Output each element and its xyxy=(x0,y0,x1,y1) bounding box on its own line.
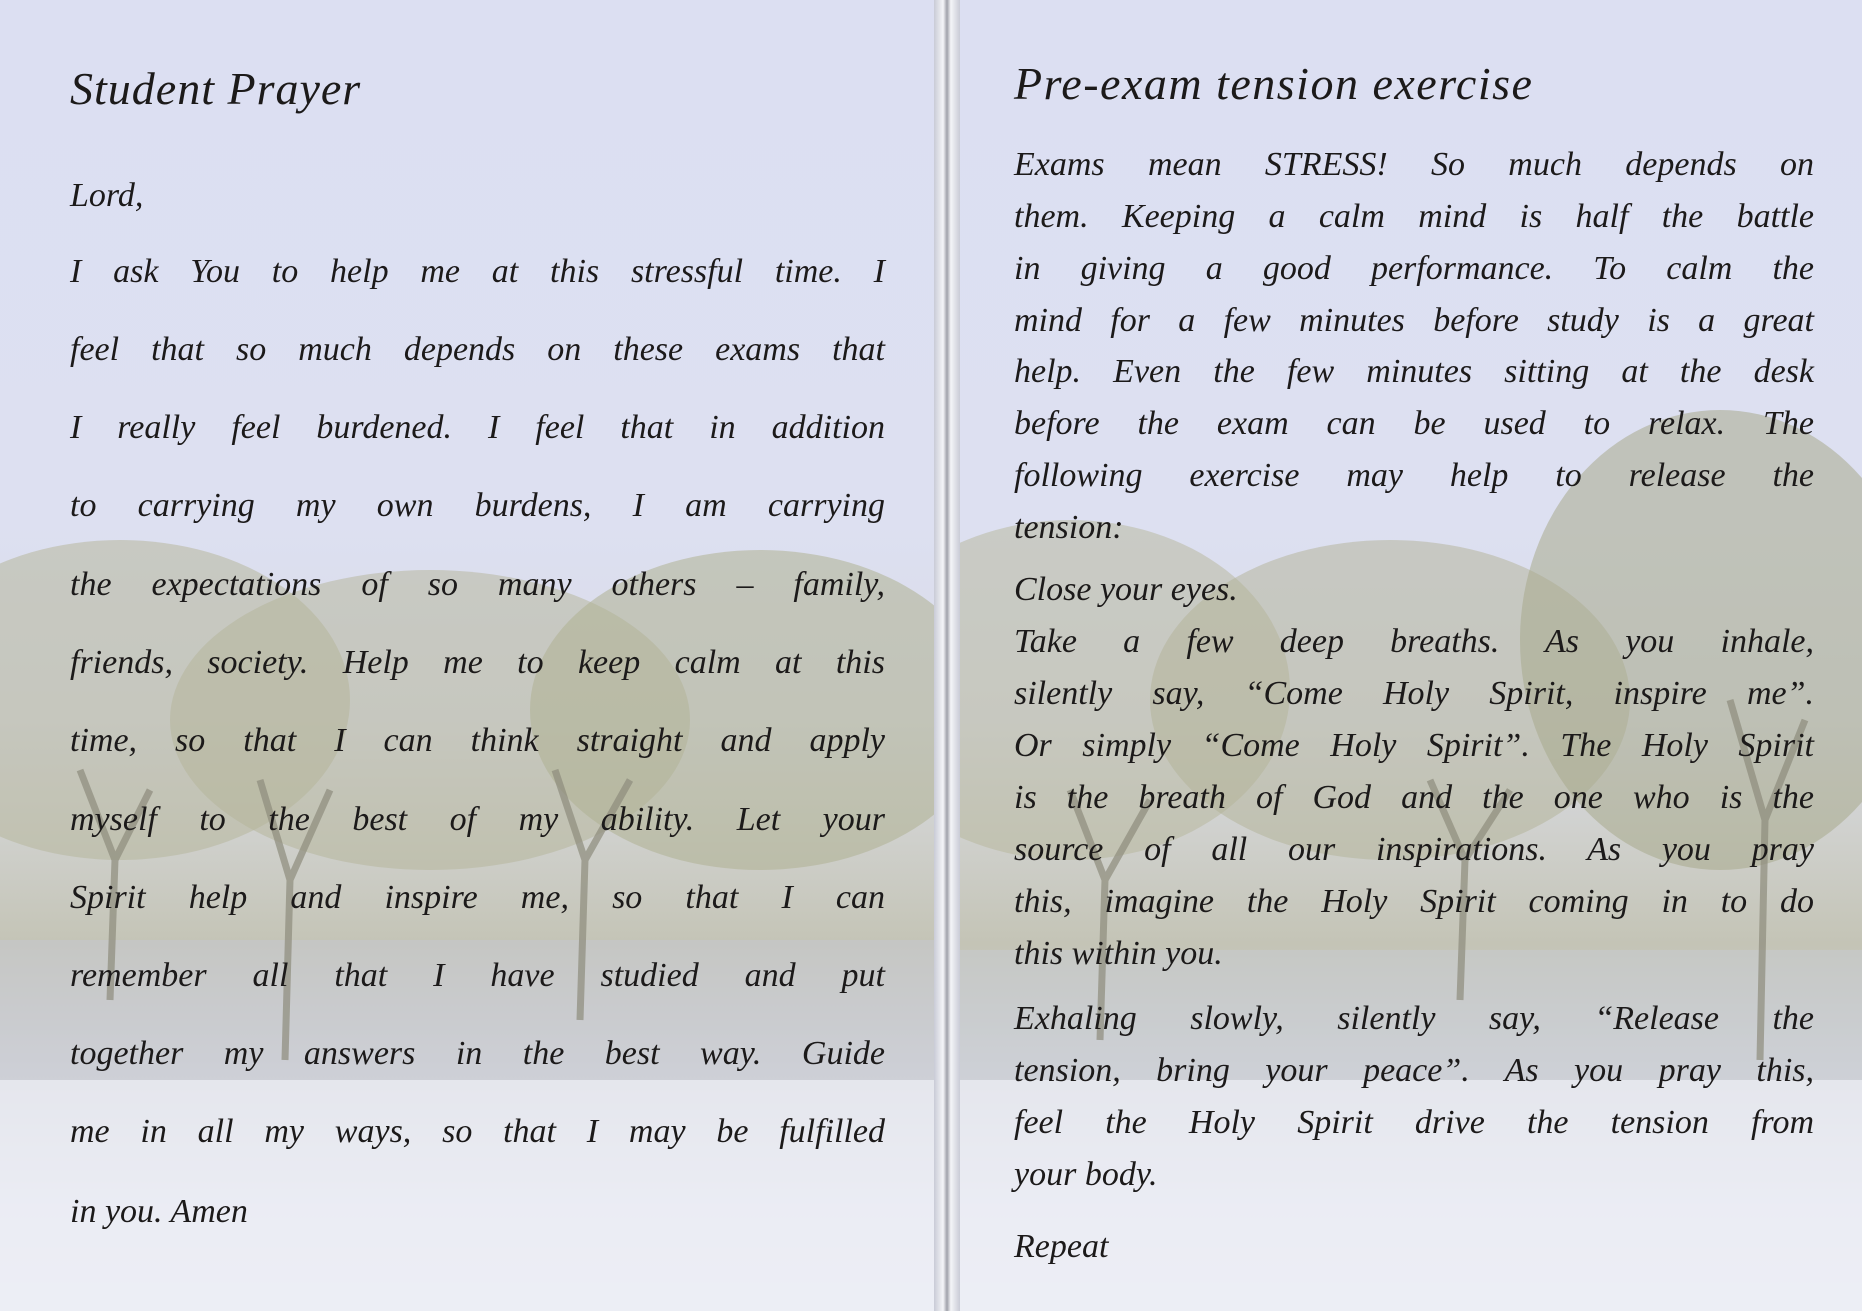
prayer-line: I ask You to help me at this stressful time. I xyxy=(70,253,885,290)
prayer-line: me in all my ways, so that I may be fulfilled xyxy=(70,1113,885,1150)
step-line: Or simply “Come Holy Spirit”. The Holy Spirit xyxy=(1014,727,1814,764)
prayer-line: feel that so much depends on these exams that xyxy=(70,331,885,368)
intro-line: mind for a few minutes before study is a great xyxy=(1014,302,1814,339)
prayer-line: time, so that I can think straight and apply xyxy=(70,722,885,759)
step-line: is the breath of God and the one who is the xyxy=(1014,779,1814,816)
prayer-closing: in you. Amen xyxy=(70,1193,248,1230)
intro-line: following exercise may help to release the xyxy=(1014,457,1814,494)
step-line: your body. xyxy=(1014,1156,1158,1193)
prayer-line: to carrying my own burdens, I am carrying xyxy=(70,487,885,524)
card-fold-spine xyxy=(934,0,960,1311)
step-line: source of all our inspirations. As you pray xyxy=(1014,831,1814,868)
prayer-line: together my answers in the best way. Guide xyxy=(70,1035,885,1072)
step-line: feel the Holy Spirit drive the tension from xyxy=(1014,1104,1814,1141)
intro-line: Exams mean STRESS! So much depends on xyxy=(1014,146,1814,183)
prayer-line: myself to the best of my ability. Let your xyxy=(70,801,885,838)
intro-line: in giving a good performance. To calm the xyxy=(1014,250,1814,287)
prayer-line: Spirit help and inspire me, so that I can xyxy=(70,879,885,916)
page-title: Pre-exam tension exercise xyxy=(1014,58,1534,109)
salutation: Lord, xyxy=(70,177,144,214)
intro-line: before the exam can be used to relax. The xyxy=(1014,405,1814,442)
step-close-eyes: Close your eyes. xyxy=(1014,571,1238,608)
prayer-line: I really feel burdened. I feel that in addition xyxy=(70,409,885,446)
step-line: tension, bring your peace”. As you pray this, xyxy=(1014,1052,1814,1089)
page-title: Student Prayer xyxy=(70,63,362,114)
intro-line: help. Even the few minutes sitting at the desk xyxy=(1014,353,1814,390)
prayer-line: remember all that I have studied and put xyxy=(70,957,885,994)
step-line: this within you. xyxy=(1014,935,1223,972)
step-line: this, imagine the Holy Spirit coming in to do xyxy=(1014,883,1814,920)
intro-line: tension: xyxy=(1014,509,1124,546)
repeat-instruction: Repeat xyxy=(1014,1228,1109,1265)
step-line: silently say, “Come Holy Spirit, inspire me”. xyxy=(1014,675,1814,712)
step-line: Exhaling slowly, silently say, “Release the xyxy=(1014,1000,1814,1037)
prayer-line: friends, society. Help me to keep calm at this xyxy=(70,644,885,681)
prayer-line: the expectations of so many others – family, xyxy=(70,566,885,603)
step-line: Take a few deep breaths. As you inhale, xyxy=(1014,623,1814,660)
intro-line: them. Keeping a calm mind is half the battle xyxy=(1014,198,1814,235)
